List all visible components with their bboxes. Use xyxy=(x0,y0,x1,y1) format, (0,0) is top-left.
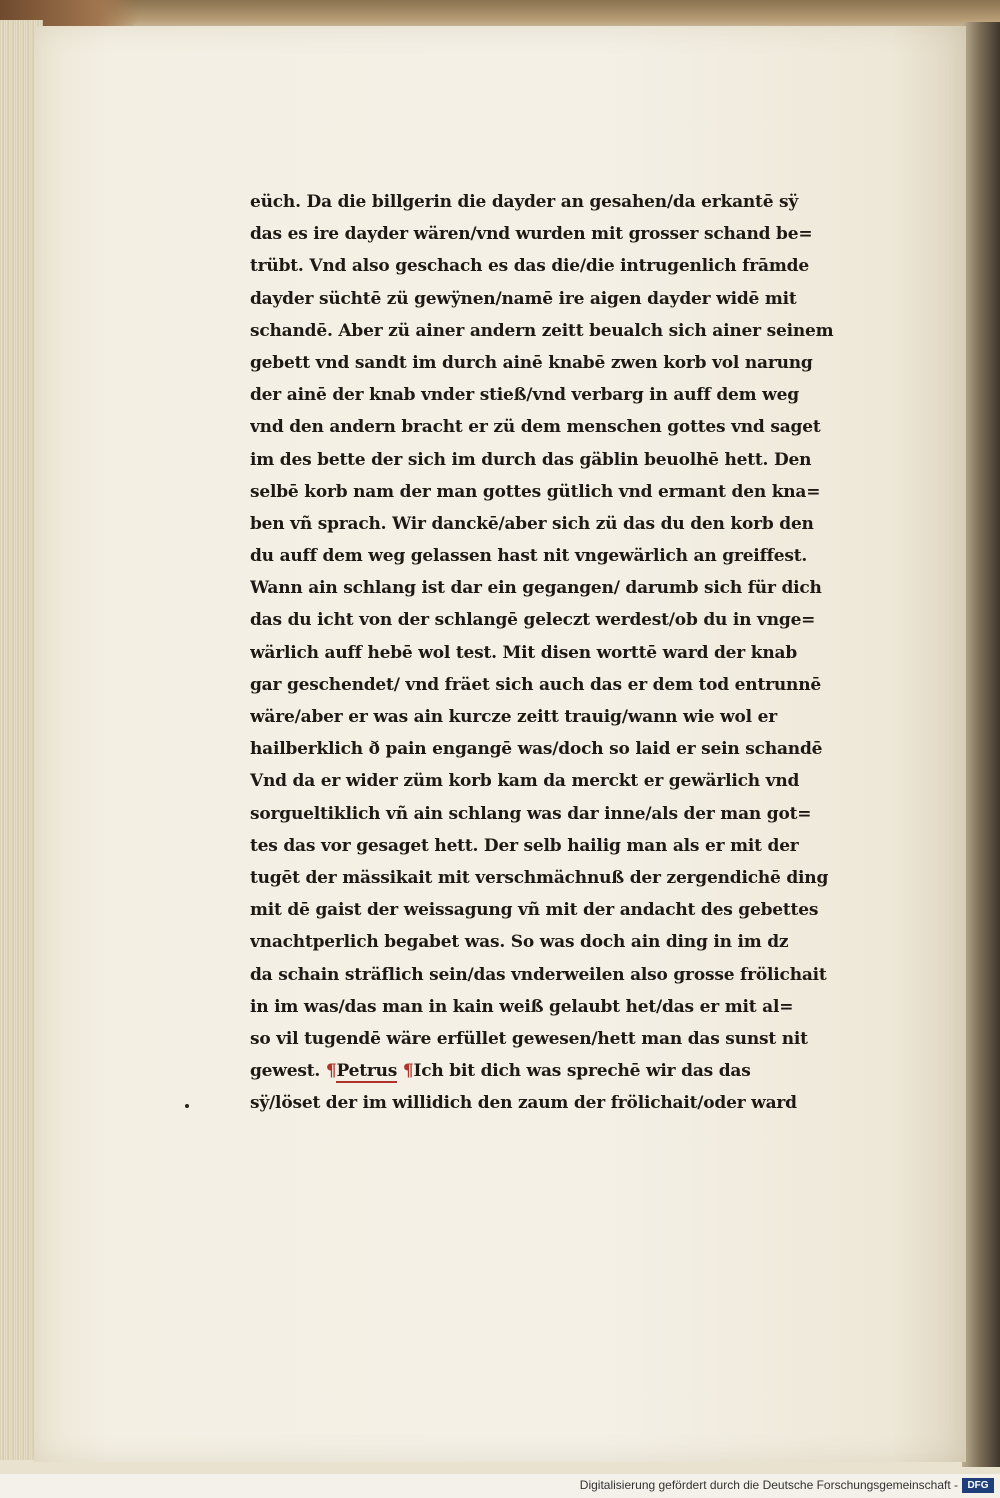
text-line: der ainē der knab vnder stieß/vnd verbarg in auff dem weg xyxy=(250,385,799,406)
text-line: Vnd da er wider züm korb kam da merckt er gewärlich vnd xyxy=(250,771,800,792)
rubric-paragraph-mark: ¶ xyxy=(325,1061,337,1082)
text-line: hailberklich ð pain engangē was/doch so laid er sein schandē xyxy=(250,739,823,760)
text-line: wäre/aber er was ain kurcze zeitt trauig/wann wie wol er xyxy=(250,707,777,727)
text-line: gar geschendet/ vnd fräet sich auch das er dem tod entrunnē xyxy=(250,674,821,695)
text-line: sorgueltiklich vñ ain schlang was dar inne/als der man got= xyxy=(250,803,812,824)
text-line: sÿ/löset der im willidich den zaum der frölichait/oder ward xyxy=(250,1093,797,1114)
text-line: selbē korb nam der man gottes gütlich vnd ermant den kna= xyxy=(250,481,821,502)
text-line: Wann ain schlang ist dar ein gegangen/ darumb sich für dich xyxy=(250,578,822,599)
text-line: gebett vnd sandt im durch ainē knabē zwen korb vol narung xyxy=(250,352,813,373)
text-line: dayder süchtē zü gewÿnen/namē ire aigen dayder widē mit xyxy=(250,288,797,309)
text-line: tugēt der mässikait mit verschmächnuß der zergendichē ding xyxy=(250,867,829,888)
speaker-name: Petrus xyxy=(336,1061,398,1082)
rubric-line-end: Ich bit dich was sprechē wir das das xyxy=(413,1061,751,1082)
text-line: mit dē gaist der weissagung vñ mit der andacht des gebettes xyxy=(250,900,819,921)
dfg-logo: DFG xyxy=(962,1478,994,1493)
text-line: trübt. Vnd also geschach es das die/die intrugenlich frāmde xyxy=(250,256,809,277)
rubric-line-start: gewest. xyxy=(250,1061,326,1082)
text-line: tes das vor gesaget hett. Der selb hailig man als er mit der xyxy=(250,835,799,856)
footer-bar xyxy=(0,1474,1000,1498)
text-line: vnd den andern bracht er zü dem menschen gottes vnd saget xyxy=(250,417,821,438)
text-block xyxy=(250,186,882,1119)
text-line: da schain sträflich sein/das vnderweilen also grosse frölichait xyxy=(250,964,827,985)
ink-speck xyxy=(185,1104,189,1108)
text-line: im des bette der sich im durch das gäblin beuolhē hett. Den xyxy=(250,449,812,470)
text-line: das es ire dayder wären/vnd wurden mit grosser schand be= xyxy=(250,224,813,245)
book-gutter-shadow xyxy=(962,22,1000,1467)
text-line: das du icht von der schlangē geleczt werdest/ob du in vnge= xyxy=(250,610,816,631)
text-line: du auff dem weg gelassen hast nit vngewärlich an greiffest. xyxy=(250,546,808,567)
text-line: vnachtperlich begabet was. So was doch ain ding in im dz xyxy=(250,932,789,953)
text-line: schandē. Aber zü ainer andern zeitt beualch sich ainer seinem xyxy=(250,320,834,341)
digitization-credit: Digitalisierung gefördert durch die Deutsche Forschungsgemeinschaft - xyxy=(579,1478,958,1492)
text-line: so vil tugendē wäre erfüllet gewesen/hett man das sunst nit xyxy=(250,1028,808,1049)
rubric-paragraph-mark: ¶ xyxy=(402,1061,414,1082)
text-line: ben vñ sprach. Wir danckē/aber sich zü das du den korb den xyxy=(250,513,814,534)
text-line: in im was/das man in kain weiß gelaubt het/das er mit al= xyxy=(250,996,794,1017)
rubric-line xyxy=(250,1055,882,1087)
text-line: wärlich auff hebē wol test. Mit disen worttē ward der knab xyxy=(250,642,798,663)
text-line: eüch. Da die billgerin die dayder an gesahen/da erkantē sÿ xyxy=(250,192,799,212)
